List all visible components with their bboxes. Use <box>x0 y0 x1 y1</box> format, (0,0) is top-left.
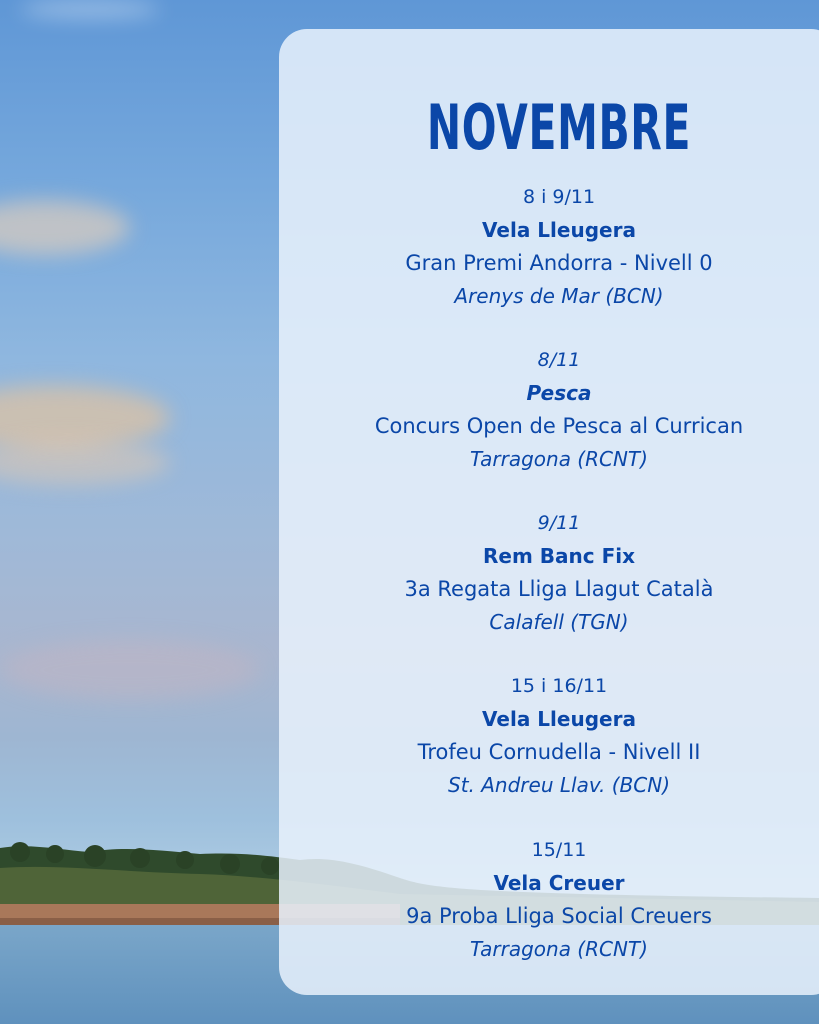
event-place: Tarragona (RCNT) <box>470 447 648 471</box>
event-name: 3a Regata Lliga Llagut Català <box>404 577 714 601</box>
event-date: 15/11 <box>531 839 587 861</box>
event-name: Concurs Open de Pesca al Currican <box>374 414 744 438</box>
event-item <box>279 834 819 966</box>
event-item <box>279 670 819 802</box>
event-place: St. Andreu Llav. (BCN) <box>448 773 670 797</box>
event-date: 15 i 16/11 <box>510 675 608 697</box>
event-item <box>279 507 819 639</box>
events-list <box>279 0 819 1024</box>
cloud <box>0 640 260 700</box>
event-category: Vela Creuer <box>493 871 625 895</box>
event-place: Tarragona (RCNT) <box>470 937 648 961</box>
event-name: Gran Premi Andorra - Nivell 0 <box>405 251 713 275</box>
event-date: 8/11 <box>537 349 581 371</box>
event-category: Pesca <box>526 381 592 405</box>
event-name: 9a Proba Lliga Social Creuers <box>406 904 712 928</box>
event-item <box>279 344 819 476</box>
event-date: 9/11 <box>537 512 581 534</box>
cloud <box>20 0 160 18</box>
event-category: Rem Banc Fix <box>483 544 635 568</box>
page-title: NOVEMBRE <box>426 91 692 164</box>
event-item <box>279 181 819 313</box>
event-place: Calafell (TGN) <box>489 610 629 634</box>
event-category: Vela Lleugera <box>482 218 636 242</box>
event-name: Trofeu Cornudella - Nivell II <box>417 740 701 764</box>
event-date: 8 i 9/11 <box>522 186 596 208</box>
event-place: Arenys de Mar (BCN) <box>454 284 664 308</box>
event-category: Vela Lleugera <box>482 707 636 731</box>
